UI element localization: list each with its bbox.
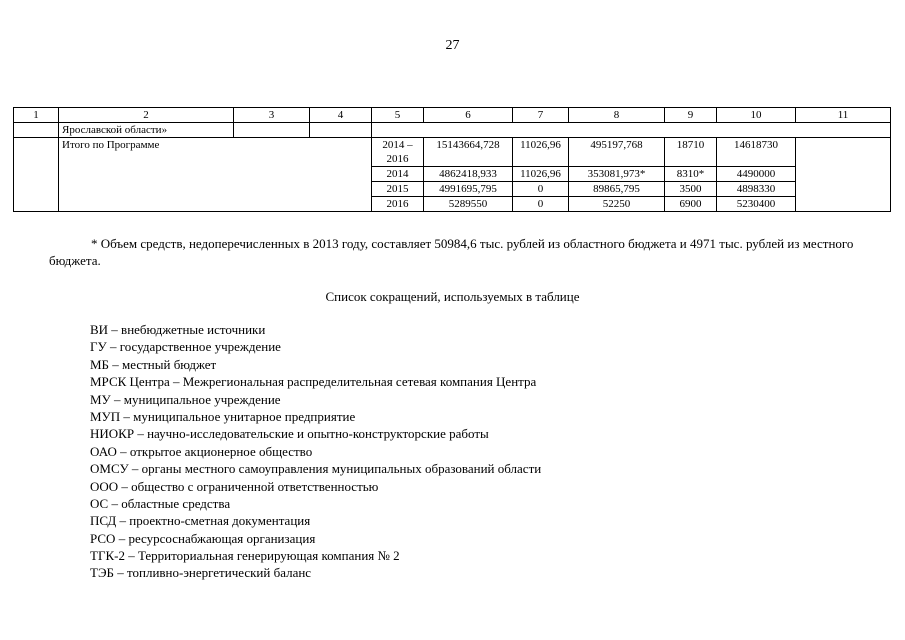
column-number: 11 xyxy=(796,108,891,123)
table-cell xyxy=(14,123,59,138)
column-number: 4 xyxy=(310,108,372,123)
table-cell xyxy=(310,123,372,138)
budget-table xyxy=(13,107,891,212)
column-number: 8 xyxy=(569,108,665,123)
abbreviation-item: ООО – общество с ограниченной ответственностью xyxy=(90,478,379,494)
value-cell: 5289550 xyxy=(424,197,513,212)
abbreviation-item: ОАО – открытое акционерное общество xyxy=(90,443,313,459)
abbreviations-title: Список сокращений, используемых в таблице xyxy=(325,289,580,304)
period-cell: 2016 xyxy=(372,197,424,212)
table-cell xyxy=(372,123,891,138)
value-cell: 18710 xyxy=(665,138,717,167)
value-cell: 6900 xyxy=(665,197,717,212)
table-cell xyxy=(796,138,891,212)
column-number: 6 xyxy=(424,108,513,123)
column-number: 9 xyxy=(665,108,717,123)
period-cell: 2015 xyxy=(372,182,424,197)
value-cell: 495197,768 xyxy=(569,138,665,167)
value-cell: 4991695,795 xyxy=(424,182,513,197)
value-cell: 4898330 xyxy=(717,182,796,197)
value-cell: 14618730 xyxy=(717,138,796,167)
value-cell: 15143664,728 xyxy=(424,138,513,167)
abbreviation-item: ОС – областные средства xyxy=(90,495,231,511)
abbreviation-item: МБ – местный бюджет xyxy=(90,356,217,372)
abbreviation-item: МУП – муниципальное унитарное предприятие xyxy=(90,408,356,424)
abbreviation-item: ТЭБ – топливно-энергетический баланс xyxy=(90,565,312,581)
abbreviation-item: ТГК-2 – Территориальная генерирующая компания № 2 xyxy=(90,548,400,564)
value-cell: 4490000 xyxy=(717,167,796,182)
column-number: 7 xyxy=(513,108,569,123)
value-cell: 0 xyxy=(513,197,569,212)
column-number: 5 xyxy=(372,108,424,123)
value-cell: 52250 xyxy=(569,197,665,212)
value-cell: 0 xyxy=(513,182,569,197)
abbreviation-item: ВИ – внебюджетные источники xyxy=(90,322,266,337)
period-cell: 2014 – 2016 xyxy=(372,138,424,167)
abbreviation-item: ГУ – государственное учреждение xyxy=(90,339,281,355)
abbreviation-item: МУ – муниципальное учреждение xyxy=(90,391,281,407)
abbreviation-item: РСО – ресурсоснабжающая организация xyxy=(90,530,316,546)
table-cell xyxy=(14,138,59,212)
value-cell: 4862418,933 xyxy=(424,167,513,182)
footnote: * Объем средств, недоперечисленных в 2013 году, составляет 50984,6 тыс. рублей из областного бюджета и 4971 тыс. рублей из местного бюджета. xyxy=(49,236,854,268)
column-number: 3 xyxy=(234,108,310,123)
abbreviation-item: НИОКР – научно-исследовательские и опытно-конструкторские работы xyxy=(90,426,489,442)
value-cell: 8310* xyxy=(665,167,717,182)
value-cell: 89865,795 xyxy=(569,182,665,197)
total-name-cell: Итого по Программе xyxy=(59,138,372,212)
table-header-row xyxy=(14,108,891,123)
value-cell: 5230400 xyxy=(717,197,796,212)
table-row xyxy=(14,138,891,167)
value-cell: 11026,96 xyxy=(513,138,569,167)
column-number: 2 xyxy=(59,108,234,123)
value-cell: 353081,973* xyxy=(569,167,665,182)
abbreviation-item: ПСД – проектно-сметная документация xyxy=(90,513,311,529)
value-cell: 3500 xyxy=(665,182,717,197)
value-cell: 11026,96 xyxy=(513,167,569,182)
column-number: 1 xyxy=(14,108,59,123)
abbreviation-item: МРСК Центра – Межрегиональная распределительная сетевая компания Центра xyxy=(90,374,537,390)
table-cell xyxy=(234,123,310,138)
table-row xyxy=(14,123,891,138)
period-cell: 2014 xyxy=(372,167,424,182)
column-number: 10 xyxy=(717,108,796,123)
abbreviations-list xyxy=(90,321,541,582)
region-name-cell: Ярославской области» xyxy=(59,123,234,138)
abbreviation-item: ОМСУ – органы местного самоуправления муниципальных образований области xyxy=(90,461,542,477)
page-number: 27 xyxy=(445,38,460,53)
